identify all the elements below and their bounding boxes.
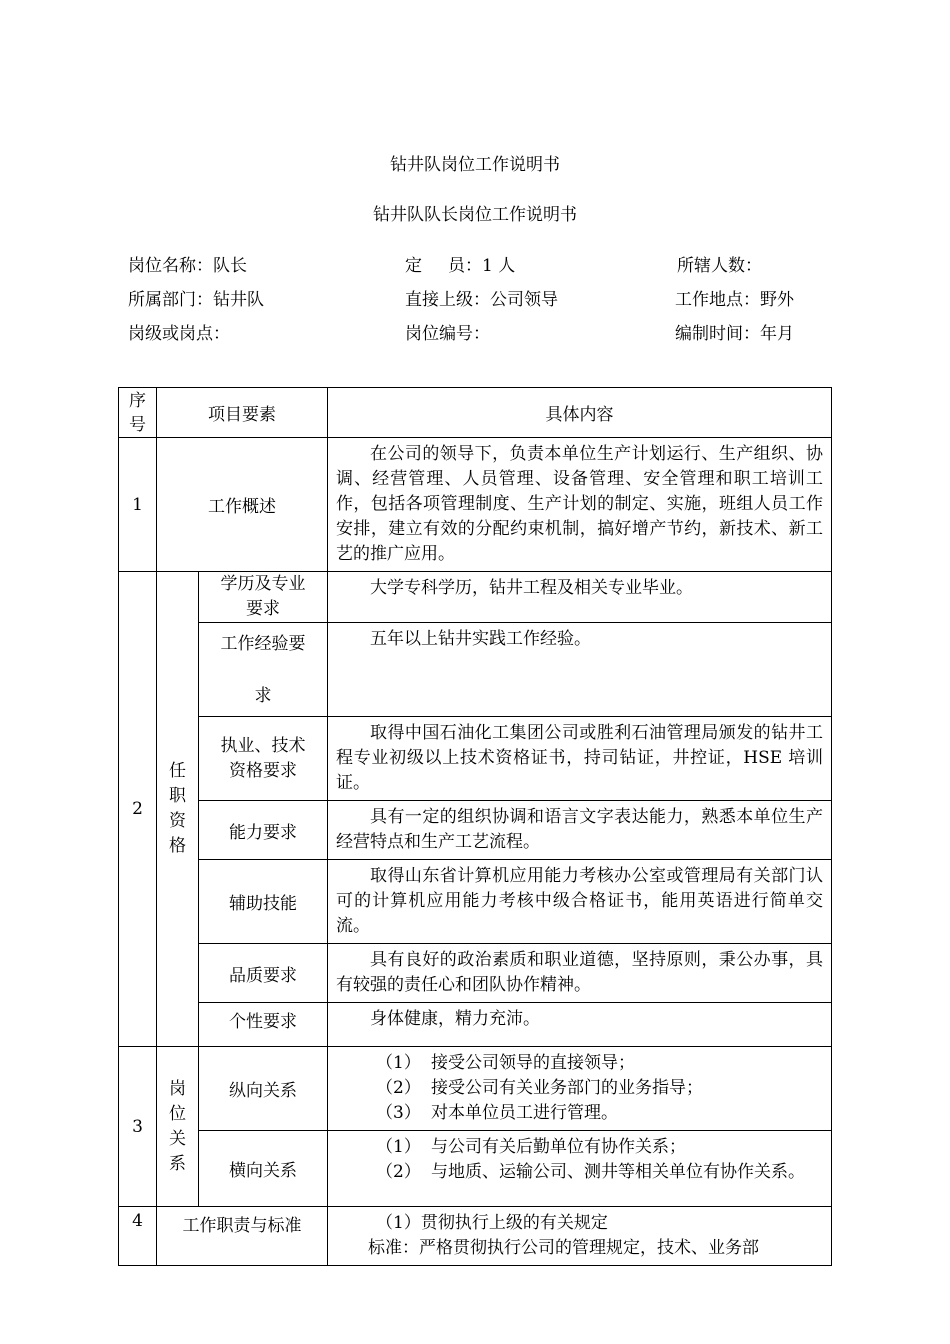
document-subtitle: 钻井队队长岗位工作说明书	[373, 205, 577, 225]
row1-element: 工作概述	[157, 438, 328, 572]
certification-content: 取得中国石油化工集团公司或胜利石油管理局颁发的钻井工程专业初级以上技术资格证书，持司钻证，井控证，HSE 培训证。	[328, 717, 832, 801]
qualification-content: 大学专科学历，钻井工程及相关专业毕业。	[328, 572, 832, 623]
table-row	[119, 1047, 832, 1131]
quality-content: 具有良好的政治素质和职业道德，坚持原则，秉公办事，具有较强的责任心和团队协作精神。	[328, 944, 832, 1003]
work-location: 工作地点：野外	[675, 290, 794, 310]
qualification-label: 学历及专业 要求	[199, 572, 328, 623]
table-row	[119, 860, 832, 944]
row2-seq: 2	[119, 572, 157, 1047]
table-row	[119, 1207, 832, 1266]
table-row	[119, 438, 832, 572]
document-title: 钻井队岗位工作说明书	[390, 155, 560, 175]
vertical-relation-label: 纵向关系	[199, 1047, 328, 1131]
department: 所属部门：钻井队	[128, 290, 264, 310]
table-row	[119, 623, 832, 717]
personality-content: 身体健康，精力充沛。	[328, 1003, 832, 1047]
row3-group: 岗 位 关 系	[157, 1047, 199, 1207]
aux-skill-content: 取得山东省计算机应用能力考核办公室或管理局有关部门认可的计算机应用能力考核中级合格证书，能用英语进行简单交流。	[328, 860, 832, 944]
list-item: （2） 接受公司有关业务部门的业务指导；	[376, 1078, 703, 1098]
ability-content: 具有一定的组织协调和语言文字表达能力，熟悉本单位生产经营特点和生产工艺流程。	[328, 801, 832, 860]
horizontal-relation-label: 横向关系	[199, 1131, 328, 1207]
list-item: （1） 与公司有关后勤单位有协作关系；	[376, 1137, 686, 1157]
table-row	[119, 572, 832, 623]
row1-content: 在公司的领导下，负责本单位生产计划运行、生产组织、协调、经营管理、人员管理、设备管理、安全管理和职工培训工作，包括各项管理制度、生产计划的制定、实施，班组人员工作安排，建立有效的分配约束机制，搞好增产节约，新技术、新工艺的推广应用。	[328, 438, 832, 572]
table-header-row	[119, 388, 832, 438]
personality-label: 个性要求	[199, 1003, 328, 1047]
post-name: 岗位名称：队长	[128, 256, 247, 276]
table-row	[119, 1003, 832, 1047]
ability-label: 能力要求	[199, 801, 328, 860]
table-row	[119, 717, 832, 801]
list-item: （1） 接受公司领导的直接领导；	[376, 1053, 635, 1073]
row3-seq: 3	[119, 1047, 157, 1207]
quota	[405, 251, 515, 276]
row1-seq: 1	[119, 438, 157, 572]
quota-label: 定	[405, 256, 422, 276]
grade: 岗级或岗点：	[128, 324, 230, 344]
list-item: （2） 与地质、运输公司、测井等相关单位有协作关系。	[376, 1162, 805, 1182]
horizontal-relation-content	[328, 1131, 832, 1207]
row4-line1: （1）贯彻执行上级的有关规定	[376, 1213, 608, 1233]
quota-value: 员：1 人	[448, 256, 516, 276]
superior: 直接上级：公司领导	[405, 290, 558, 310]
subordinates: 所辖人数：	[677, 256, 762, 276]
certification-label: 执业、技术 资格要求	[199, 717, 328, 801]
row4-line2: 标准：严格贯彻执行公司的管理规定，技术、业务部	[368, 1238, 759, 1258]
job-description-table	[118, 387, 832, 1266]
compiled-time: 编制时间：年月	[675, 324, 794, 344]
aux-skill-label: 辅助技能	[199, 860, 328, 944]
post-code: 岗位编号：	[405, 324, 490, 344]
vertical-relation-content	[328, 1047, 832, 1131]
header-content: 具体内容	[328, 388, 832, 438]
header-seq: 序 号	[119, 388, 157, 438]
table-row	[119, 1131, 832, 1207]
row4-element: 工作职责与标准	[157, 1207, 328, 1266]
row4-content	[328, 1207, 832, 1266]
table-row	[119, 801, 832, 860]
experience-content: 五年以上钻井实践工作经验。	[328, 623, 832, 717]
experience-label: 工作经验要 求	[199, 623, 328, 717]
table-row	[119, 944, 832, 1003]
row4-seq: 4	[119, 1207, 157, 1266]
quality-label: 品质要求	[199, 944, 328, 1003]
header-element: 项目要素	[157, 388, 328, 438]
row2-group: 任 职 资 格	[157, 572, 199, 1047]
list-item: （3） 对本单位员工进行管理。	[376, 1103, 618, 1123]
